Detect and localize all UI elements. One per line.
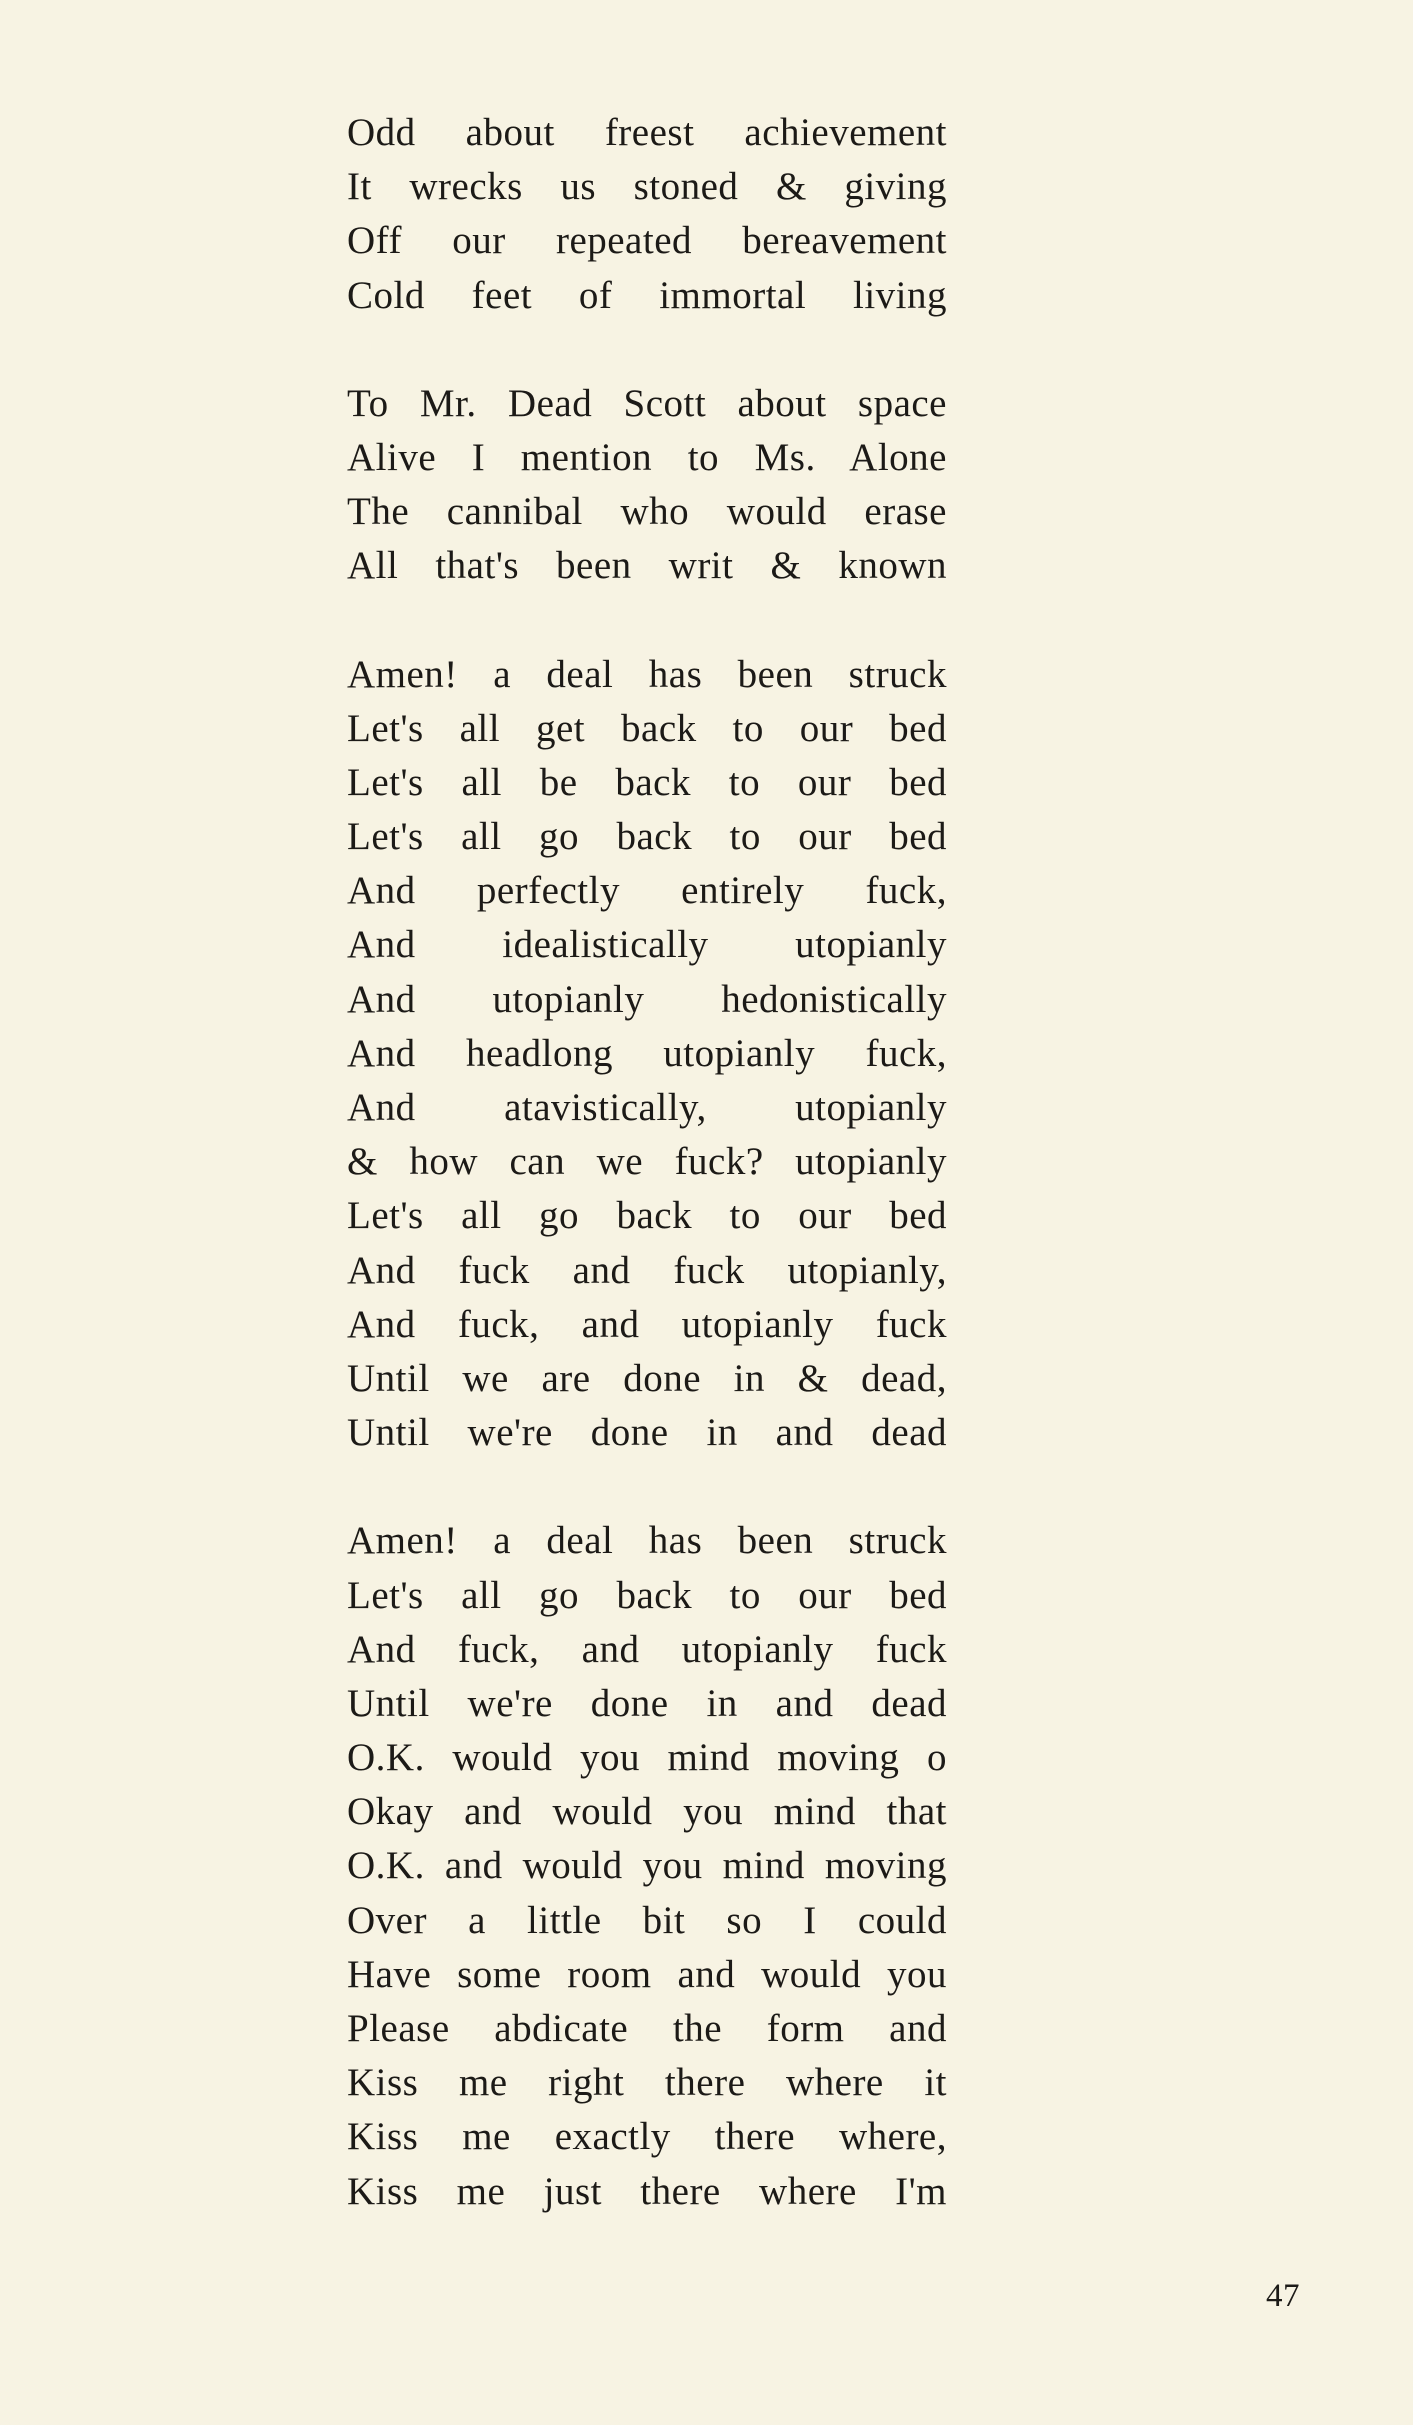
poem-line: Until we're done in and dead [347,1681,947,1725]
poem-line: Kiss me exactly there where, [347,2115,947,2159]
poem-line: And atavistically, utopianly [347,1086,947,1129]
poem-line: Odd about freest achievement [347,111,947,154]
poem-line: To Mr. Dead Scott about space [347,381,947,425]
stanza-4 [347,1514,947,2218]
poem-line: O.K. would you mind moving o [347,1736,947,1780]
poem-line: Cold feet of immortal living [347,273,947,317]
poem-line: Over a little bit so I could [347,1898,947,1942]
poem-line: Let's all be back to our bed [347,760,947,804]
stanza-1 [347,106,947,323]
poem-line: And fuck and fuck utopianly, [347,1248,947,1292]
poem-line: Let's all go back to our bed [347,1194,947,1238]
poem-line: And utopianly hedonistically [347,977,947,1021]
poem-line: And fuck, and utopianly fuck [347,1627,947,1671]
poem-line: Kiss me just there where I'm [347,2169,947,2213]
poem [347,106,947,2273]
poem-line: Let's all go back to our bed [347,1573,947,1617]
poem-line: Kiss me right there where it [347,2061,947,2105]
poem-line: Have some room and would you [347,1952,947,1996]
poem-line: Let's all get back to our bed [347,706,947,750]
poem-line: And headlong utopianly fuck, [347,1031,947,1075]
poem-line: Until we are done in & dead, [347,1356,947,1400]
poem-line: Amen! a deal has been struck [347,652,947,696]
poem-line: And perfectly entirely fuck, [347,869,947,913]
poem-line: And fuck, and utopianly fuck [347,1302,947,1346]
poem-line: & how can we fuck? utopianly [347,1140,947,1184]
page-number: 47 [1266,2278,1300,2314]
poem-line: It wrecks us stoned & giving [347,165,947,209]
poem-line: O.K. and would you mind moving [347,1844,947,1888]
poem-line: And idealistically utopianly [347,923,947,967]
poem-line: Let's all go back to our bed [347,815,947,859]
poem-line: Off our repeated bereavement [347,219,947,263]
stanza-2 [347,377,947,594]
poem-line: All that's been writ & known [347,544,947,588]
poem-line: The cannibal who would erase [347,490,947,534]
poem-line: Please abdicate the form and [347,2007,947,2050]
stanza-3 [347,648,947,1461]
poem-line: Amen! a deal has been struck [347,1519,947,1563]
poem-line: Alive I mention to Ms. Alone [347,435,947,479]
poem-line: Until we're done in and dead [347,1411,947,1455]
poem-line: Okay and would you mind that [347,1790,947,1834]
